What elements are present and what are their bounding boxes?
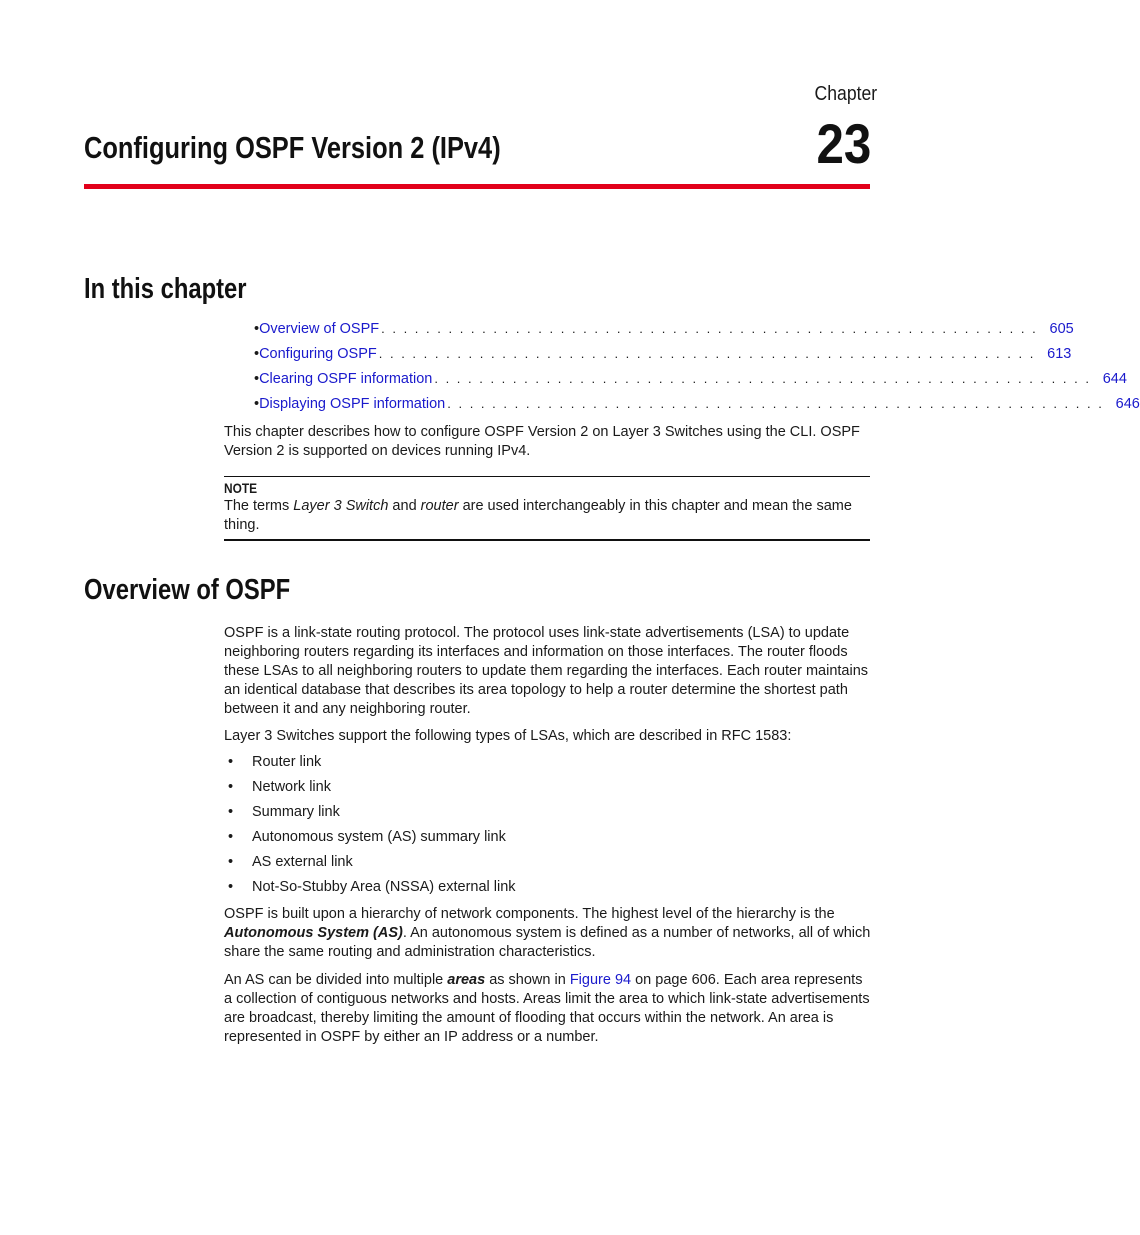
chapter-toc: [254, 321, 1140, 421]
title-rule: [84, 184, 870, 189]
chapter-label: Chapter: [814, 83, 877, 105]
list-item: • Not-So-Stubby Area (NSSA) external link: [224, 879, 516, 904]
bullet-icon: •: [254, 346, 260, 362]
overview-paragraph-4: An AS can be divided into multiple areas as shown in Figure 94 on page 606. Each area represents a collection of contiguous networks and hosts. Areas limit the area to which link-state advertisements are broadcast, thereby limiting the amount of flooding that occurs within the network. An area is represented in OSPF by either an IP address or a number.: [224, 972, 870, 1045]
figure-link[interactable]: Figure 94: [569, 972, 632, 988]
toc-link[interactable]: Clearing OSPF information: [259, 371, 433, 387]
bullet-icon: •: [228, 754, 234, 770]
bullet-icon: •: [228, 829, 234, 845]
overview-paragraph-1: OSPF is a link-state routing protocol. The protocol uses link-state advertisements (LSA) to update neighboring routers regarding its interfaces and information on those interfaces. The router floods these LSAs to all neighboring routers to update them regarding the interfaces. Each router maintains an identical database that describes its area topology to help a router determine the shortest path between it and any neighboring router.: [224, 625, 869, 717]
note-emphasis: Layer 3 Switch: [293, 498, 389, 514]
toc-page[interactable]: 613: [1047, 346, 1072, 362]
bullet-icon: •: [254, 321, 260, 337]
toc-item[interactable]: [254, 371, 1127, 396]
list-item: • Router link: [224, 754, 516, 779]
list-item: • AS external link: [224, 854, 516, 879]
bullet-icon: •: [228, 804, 234, 820]
term-emphasis: areas: [447, 972, 486, 988]
bullet-icon: •: [228, 854, 234, 870]
toc-page[interactable]: 644: [1102, 371, 1127, 387]
bullet-icon: •: [228, 779, 234, 795]
term-emphasis: Autonomous System (AS): [224, 925, 403, 941]
lsa-type-list: [224, 754, 516, 904]
toc-link[interactable]: Overview of OSPF: [259, 321, 380, 337]
bullet-icon: •: [254, 396, 260, 412]
toc-item[interactable]: [254, 396, 1140, 421]
overview-paragraph-3: OSPF is built upon a hierarchy of network components. The highest level of the hierarchy is the Autonomous System (AS). An autonomous system is defined as a number of networks, all of which share the same routing and administration characteristics.: [224, 906, 871, 960]
list-item: • Network link: [224, 779, 516, 804]
section-heading-overview: Overview of OSPF: [84, 574, 291, 606]
dot-leader: . . . . . . . . . . . . . . . . . . . . . . . . . . . . . . . . . . . . . . . . . . . . . . . . . . . . . . . . . . .: [434, 371, 1091, 386]
toc-item[interactable]: [254, 321, 1074, 346]
note-box: [224, 476, 870, 541]
bullet-icon: •: [228, 879, 234, 895]
chapter-number: 23: [816, 112, 871, 175]
list-item: • Autonomous system (AS) summary link: [224, 829, 516, 854]
dot-leader: . . . . . . . . . . . . . . . . . . . . . . . . . . . . . . . . . . . . . . . . . . . . . . . . . . . . . . . . . . .: [378, 346, 1036, 361]
note-emphasis: router: [420, 498, 459, 514]
list-item: • Summary link: [224, 804, 516, 829]
overview-paragraph-2: Layer 3 Switches support the following types of LSAs, which are described in RFC 1583:: [224, 728, 792, 744]
bullet-icon: •: [254, 371, 260, 387]
dot-leader: . . . . . . . . . . . . . . . . . . . . . . . . . . . . . . . . . . . . . . . . . . . . . . . . . . . . . . . . . . .: [447, 396, 1104, 411]
chapter-title: Configuring OSPF Version 2 (IPv4): [84, 130, 501, 165]
toc-link[interactable]: Displaying OSPF information: [259, 396, 446, 412]
note-text: The terms Layer 3 Switch and router are used interchangeably in this chapter and mean the same thing.: [224, 498, 852, 533]
toc-item[interactable]: [254, 346, 1072, 371]
note-label: NOTE: [224, 480, 258, 496]
intro-paragraph: This chapter describes how to configure OSPF Version 2 on Layer 3 Switches using the CLI. OSPF Version 2 is supported on devices running IPv4.: [224, 424, 860, 459]
toc-page[interactable]: 646: [1115, 396, 1140, 412]
section-heading-in-this-chapter: In this chapter: [84, 273, 247, 305]
dot-leader: . . . . . . . . . . . . . . . . . . . . . . . . . . . . . . . . . . . . . . . . . . . . . . . . . . . . . . . . . . .: [381, 321, 1038, 336]
toc-link[interactable]: Configuring OSPF: [259, 346, 377, 362]
toc-page[interactable]: 605: [1049, 321, 1074, 337]
